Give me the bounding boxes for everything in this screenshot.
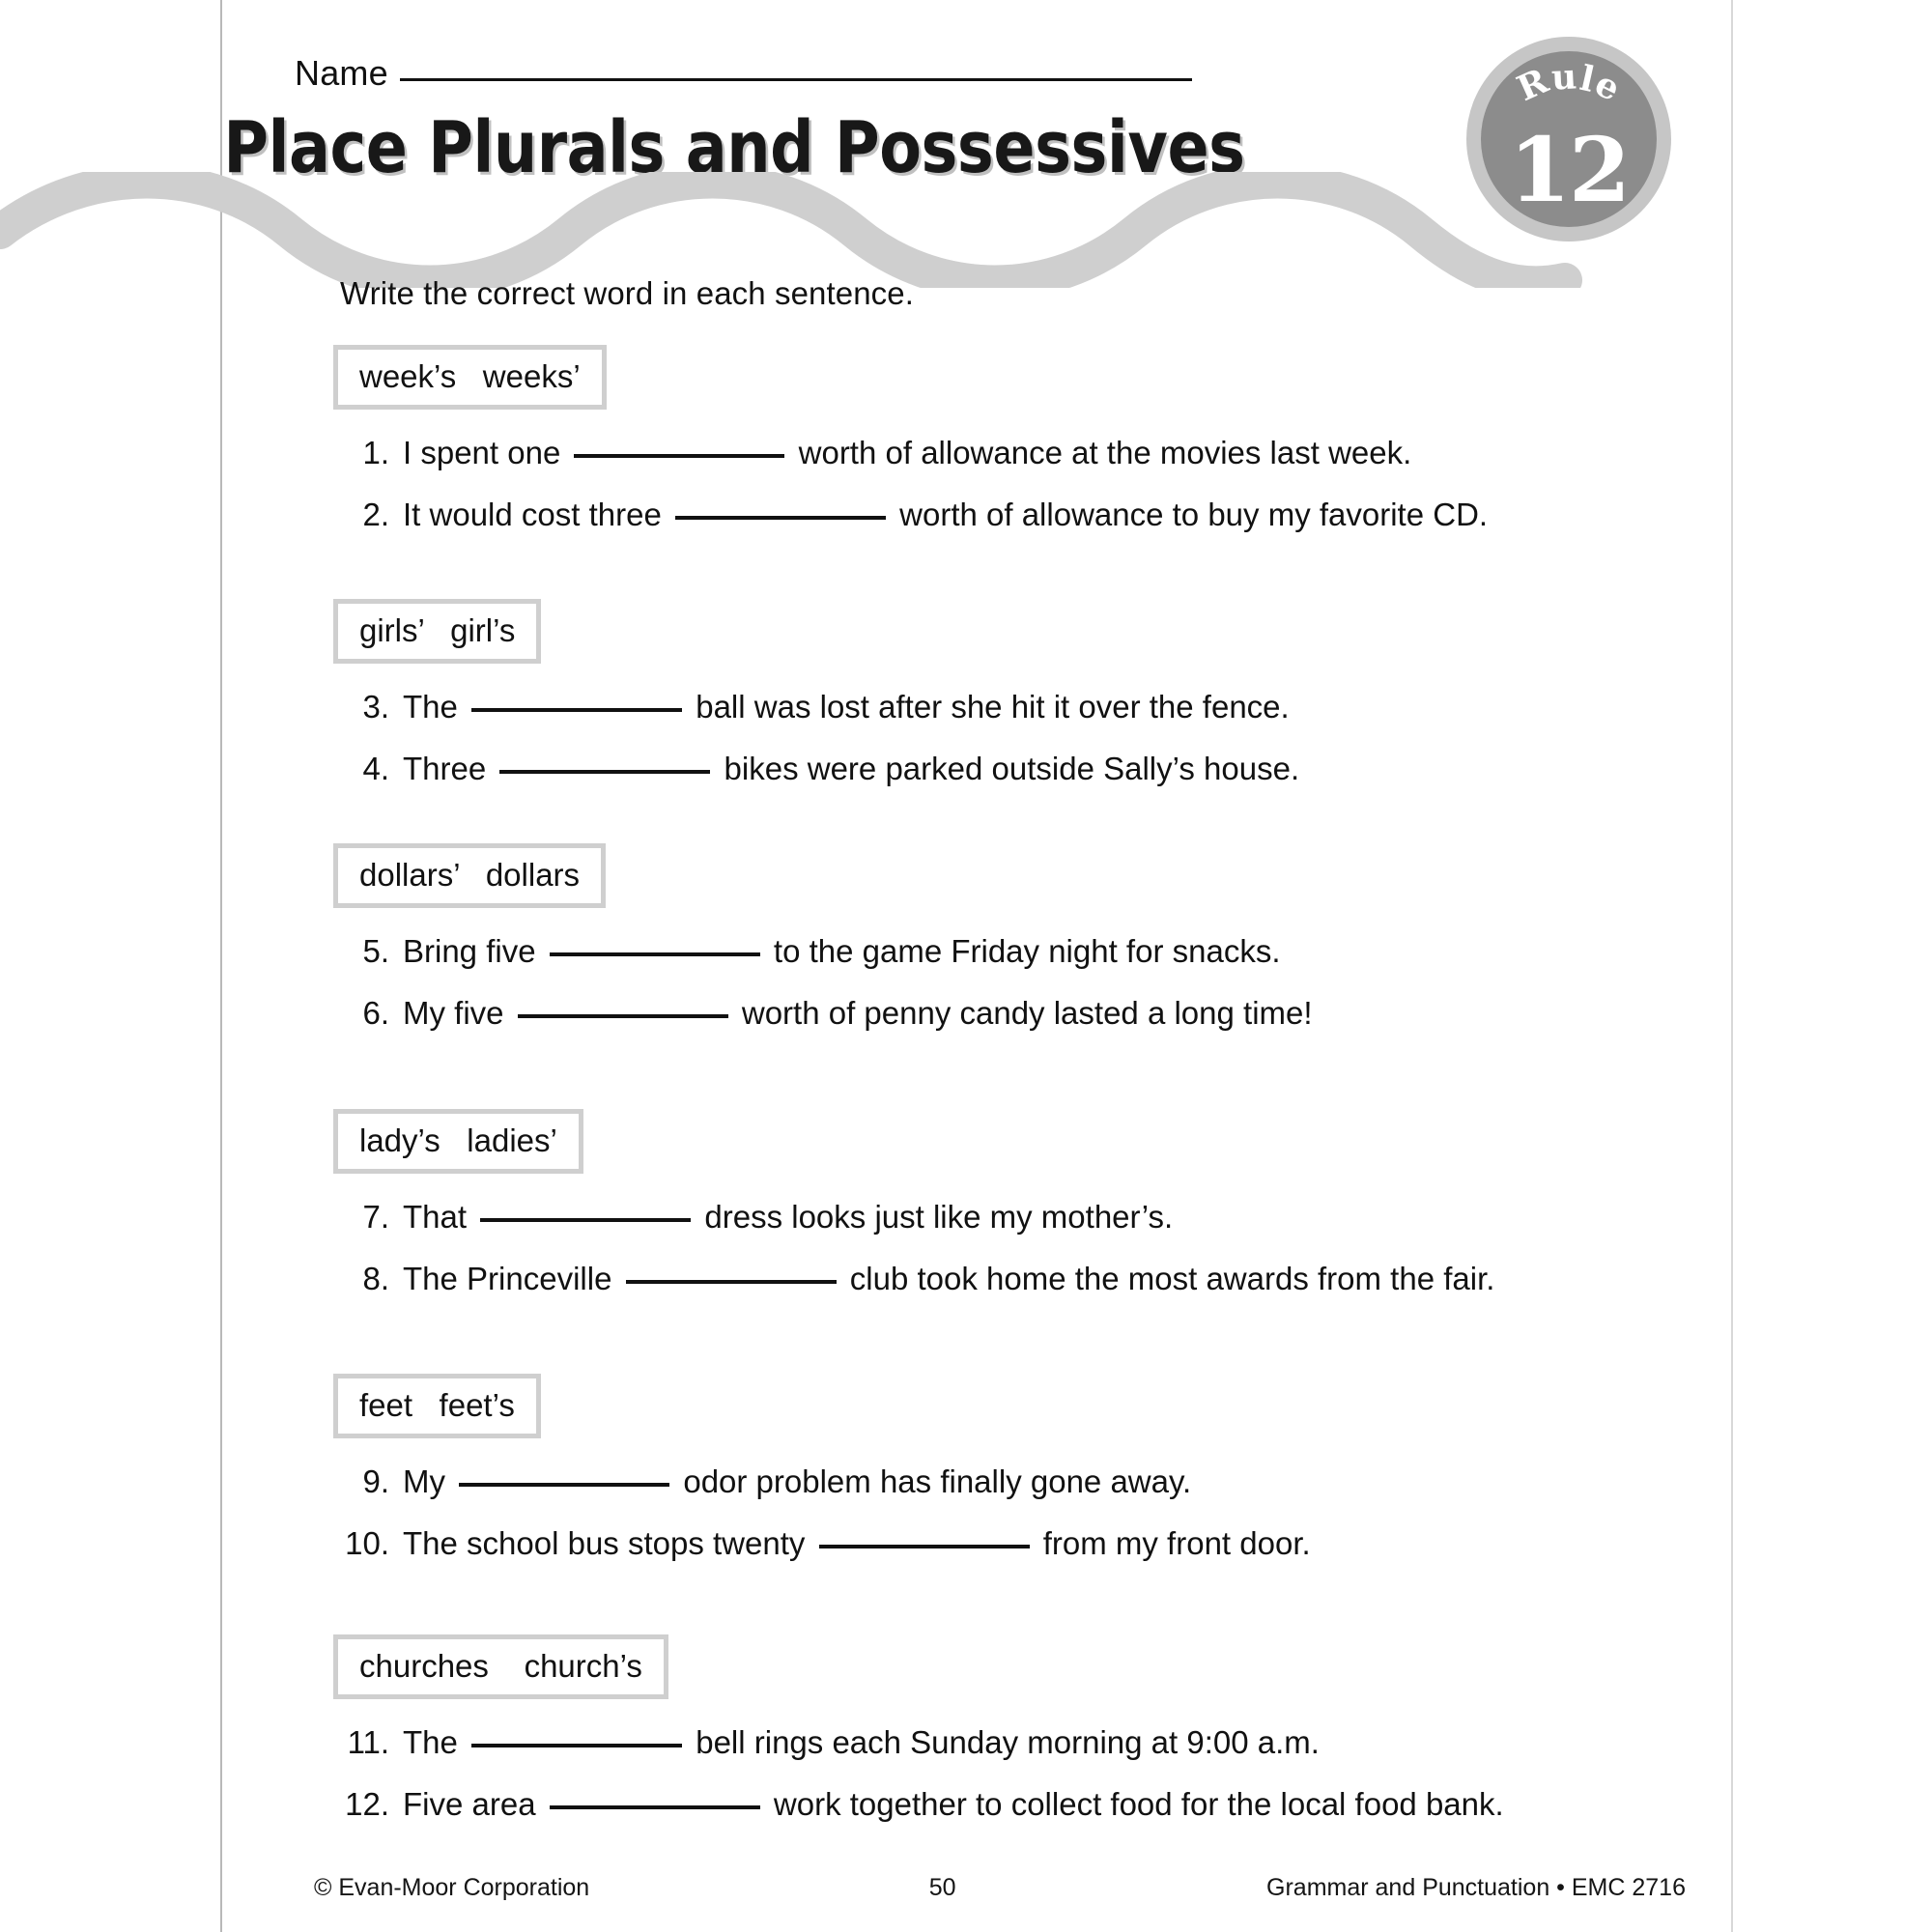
answer-blank[interactable] — [574, 454, 784, 458]
sentence-number: 5. — [362, 933, 389, 969]
word-choice-box-3[interactable]: dollars’ dollars — [333, 843, 606, 908]
exercise-group-2 — [333, 599, 1686, 812]
sentence-text-before: I spent one — [403, 435, 570, 470]
sentence-number: 7. — [362, 1199, 389, 1235]
sentence-number: 10. — [345, 1524, 389, 1561]
sentence-list-3 — [333, 933, 1686, 1032]
sentence-number: 12. — [345, 1785, 389, 1822]
name-field-row — [295, 53, 1192, 94]
badge-rule-label: Rule — [1511, 56, 1628, 110]
word-choice-box-4[interactable]: lady’s ladies’ — [333, 1109, 583, 1174]
sentence-number: 8. — [362, 1260, 389, 1296]
word-choice-box-2[interactable]: girls’ girl’s — [333, 599, 541, 664]
sentence-text-before: The school bus stops twenty — [403, 1524, 814, 1561]
sentence-text-before: That — [403, 1199, 476, 1235]
exercise-group-3 — [333, 843, 1686, 1057]
answer-blank[interactable] — [675, 516, 886, 520]
sentence-text-before: Three — [403, 750, 496, 786]
sentence-text-after: bikes were parked outside Sally’s house. — [715, 750, 1300, 786]
sentence-list-4 — [333, 1199, 1686, 1297]
footer-page-number: 50 — [928, 1874, 956, 1901]
sentence-item — [333, 995, 1686, 1032]
word-choice-box-5[interactable]: feet feet’s — [333, 1374, 541, 1438]
svg-text:Rule — [1511, 56, 1627, 109]
exercise-group-1 — [333, 345, 1686, 558]
badge-rule-arc-svg — [1466, 52, 1671, 122]
sentence-item — [333, 689, 1686, 725]
answer-blank[interactable] — [518, 1014, 728, 1018]
sentence-list-2 — [333, 689, 1686, 787]
sentence-text-after: to the game Friday night for snacks. — [764, 933, 1281, 969]
answer-blank[interactable] — [550, 952, 760, 956]
answer-blank[interactable] — [480, 1218, 691, 1222]
sentence-item — [333, 1199, 1686, 1236]
sentence-number: 11. — [347, 1724, 389, 1760]
page-title: Place Plurals and Possessives — [223, 106, 1245, 189]
sentence-number: 2. — [362, 496, 389, 532]
footer-copyright: © Evan-Moor Corporation — [314, 1874, 590, 1901]
sentence-number: 6. — [362, 994, 389, 1031]
instructions-text: Write the correct word in each sentence. — [340, 275, 915, 311]
sentence-number: 4. — [362, 750, 389, 786]
sentence-text-before: My five — [403, 994, 513, 1031]
sentence-text-after: dress looks just like my mother’s. — [696, 1199, 1174, 1235]
sentence-text-before: Bring five — [403, 933, 545, 969]
name-label: Name — [295, 53, 388, 93]
sentence-item — [333, 751, 1686, 787]
sentence-number: 3. — [362, 689, 389, 724]
answer-blank[interactable] — [819, 1545, 1030, 1548]
sentence-text-after: worth of allowance to buy my favorite CD. — [890, 496, 1489, 532]
sentence-text-before: My — [403, 1463, 455, 1499]
sentence-text-after: worth of allowance at the movies last week. — [789, 435, 1412, 470]
sentence-item — [333, 1463, 1686, 1500]
footer-book-title: Grammar and Punctuation • EMC 2716 — [1266, 1874, 1686, 1901]
sentence-list-5 — [333, 1463, 1686, 1562]
sentence-list-6 — [333, 1724, 1686, 1823]
page-footer — [314, 1874, 1686, 1902]
sentence-text-after: from my front door. — [1034, 1524, 1311, 1561]
sentence-item — [333, 1525, 1686, 1562]
sentence-number: 1. — [362, 435, 389, 470]
sentence-text-after: club took home the most awards from the fair. — [840, 1260, 1495, 1296]
answer-blank[interactable] — [626, 1280, 837, 1284]
sentence-text-before: The Princeville — [403, 1260, 621, 1296]
exercise-group-4 — [333, 1109, 1686, 1322]
answer-blank[interactable] — [550, 1805, 760, 1809]
exercise-group-6 — [333, 1634, 1686, 1848]
answer-blank[interactable] — [499, 770, 710, 774]
page-edge-left-rule — [220, 0, 222, 1932]
name-write-line[interactable] — [400, 78, 1192, 81]
sentence-text-before: The — [403, 1724, 468, 1760]
word-choice-box-1[interactable]: week’s weeks’ — [333, 345, 607, 410]
word-choice-box-6[interactable]: churches church’s — [333, 1634, 668, 1699]
sentence-item — [333, 497, 1686, 533]
rule-badge — [1466, 37, 1671, 242]
sentence-text-before: Five area — [403, 1785, 545, 1822]
sentence-item — [333, 1261, 1686, 1297]
sentence-text-after: work together to collect food for the local food bank. — [764, 1785, 1504, 1822]
sentence-text-before: It would cost three — [403, 496, 670, 532]
sentence-text-before: The — [403, 689, 468, 724]
sentence-text-after: bell rings each Sunday morning at 9:00 a.m. — [687, 1724, 1320, 1760]
badge-rule-label-wrap — [1466, 52, 1671, 127]
sentence-item — [333, 1724, 1686, 1761]
sentence-text-after: odor problem has finally gone away. — [674, 1463, 1192, 1499]
badge-rule-number: 12 — [1508, 118, 1630, 222]
sentence-item — [333, 435, 1686, 471]
sentence-item — [333, 1786, 1686, 1823]
sentence-text-after: worth of penny candy lasted a long time! — [732, 994, 1313, 1031]
answer-blank[interactable] — [459, 1483, 669, 1487]
answer-blank[interactable] — [471, 708, 682, 712]
page-edge-right-rule — [1731, 0, 1733, 1932]
answer-blank[interactable] — [471, 1744, 682, 1747]
sentence-number: 9. — [362, 1463, 389, 1499]
exercise-group-5 — [333, 1374, 1686, 1587]
sentence-item — [333, 933, 1686, 970]
sentence-list-1 — [333, 435, 1686, 533]
sentence-text-after: ball was lost after she hit it over the fence. — [687, 689, 1290, 724]
